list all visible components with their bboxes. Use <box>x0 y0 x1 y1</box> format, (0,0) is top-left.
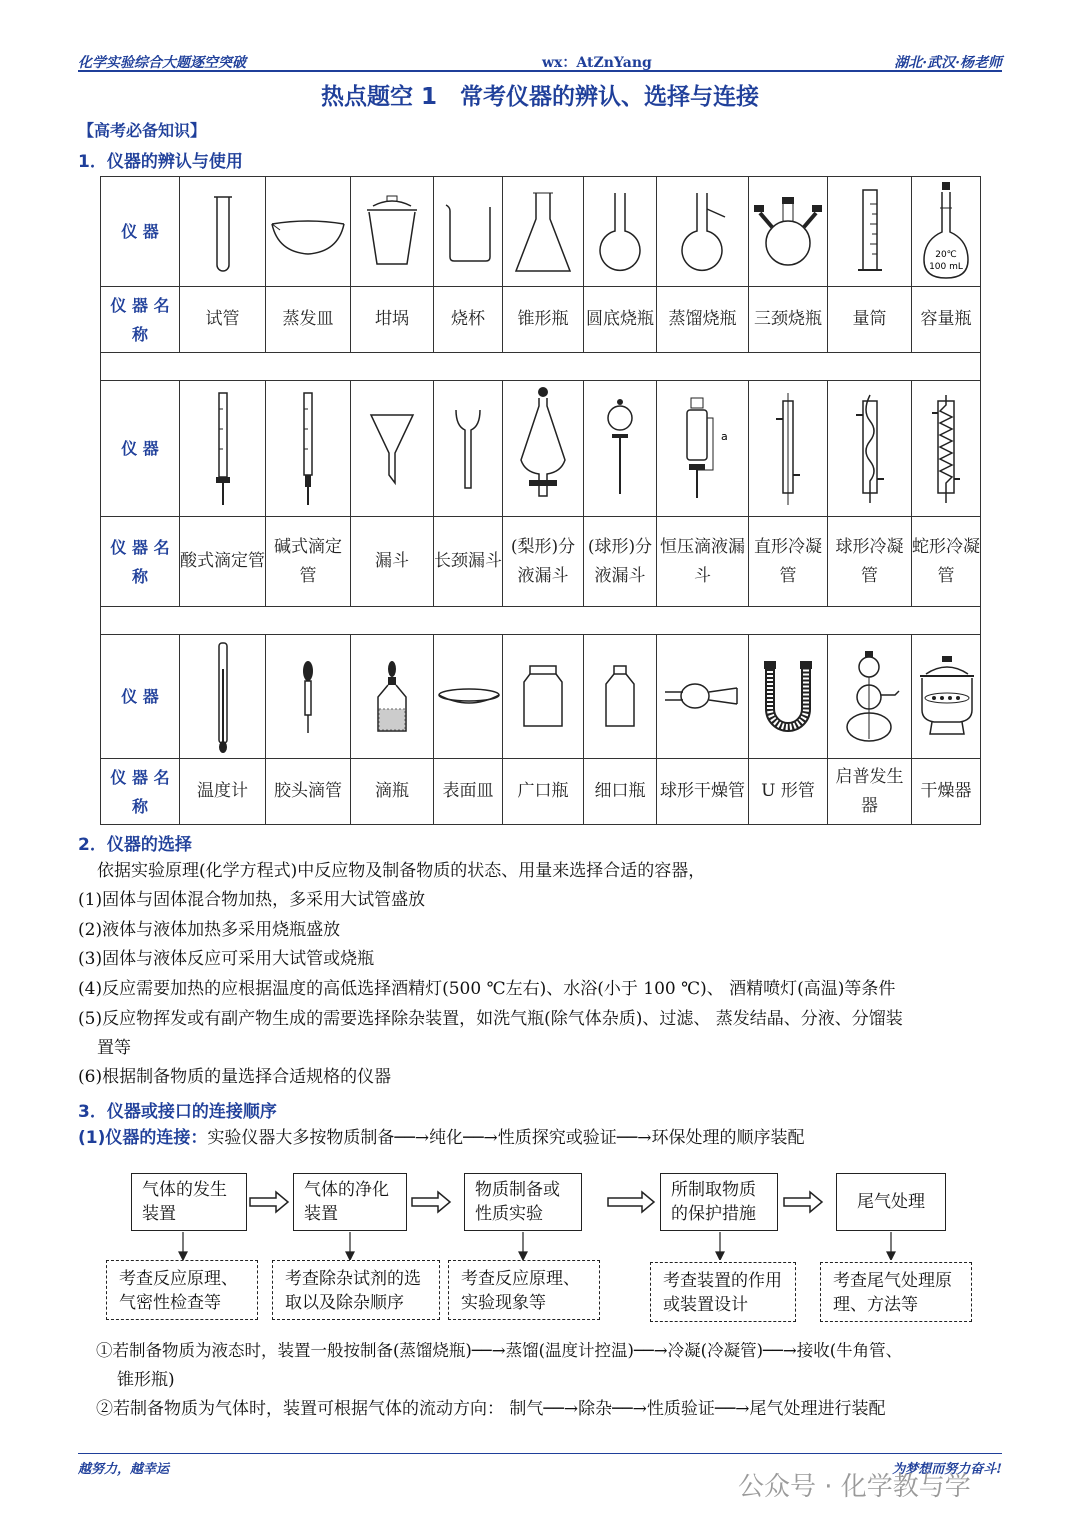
straight-condenser-icon <box>768 391 808 507</box>
name-cell: 坩埚 <box>351 287 434 353</box>
funnel-icon <box>367 409 417 489</box>
ball-separatory-funnel-icon <box>600 394 640 504</box>
label-name: 仪 器 名 称 <box>101 759 180 825</box>
s2-item: (2)液体与液体加热多采用烧瓶盛放 <box>78 920 341 940</box>
flow-box-protection: 所制取物质的保护措施 <box>660 1173 778 1231</box>
page-title: 热点题空 1 常考仪器的辨认、选择与连接 <box>320 84 759 110</box>
name-cell: 直形冷凝管 <box>749 517 828 607</box>
graduated-cylinder-icon <box>850 184 890 280</box>
s2-item-cont: 置等 <box>97 1038 131 1058</box>
long-neck-funnel-icon <box>448 404 488 494</box>
name-cell: 表面皿 <box>434 759 503 825</box>
beaker-icon <box>438 197 498 267</box>
flow-box-tail-gas: 尾气处理 <box>836 1173 946 1231</box>
flow-box-preparation: 物质制备或性质实验 <box>464 1173 582 1231</box>
name-cell: 温度计 <box>180 759 266 825</box>
s2-item: (6)根据制备物质的量选择合适规格的仪器 <box>78 1067 392 1087</box>
name-cell: 细口瓶 <box>584 759 657 825</box>
three-neck-flask-icon <box>750 187 826 277</box>
wide-mouth-bottle-icon <box>518 662 568 732</box>
watermark: 公众号 · 化学教与学 <box>738 1472 971 1502</box>
drying-tube-icon <box>663 672 743 722</box>
watch-glass-icon <box>434 677 504 717</box>
coil-condenser-icon <box>926 391 966 507</box>
s3-note-1: ①若制备物质为液态时，装置一般按制备(蒸馏烧瓶)──→蒸馏(温度计控温)──→冷凝(冷凝管)──→接收(牛角管、 <box>96 1341 903 1360</box>
name-cell: 滴瓶 <box>351 759 434 825</box>
s3-conn-text: 实验仪器大多按物质制备──→纯化──→性质探究或验证──→环保处理的顺序装配 <box>207 1128 805 1148</box>
dropper-icon <box>296 657 320 737</box>
kipp-apparatus-icon <box>835 647 905 747</box>
name-cell: 漏斗 <box>351 517 434 607</box>
name-cell: (球形)分液漏斗 <box>584 517 657 607</box>
section-3-title: 3．仪器或接口的连接顺序 <box>78 1102 277 1122</box>
name-cell: 胶头滴管 <box>266 759 351 825</box>
flow-note-preparation: 考查反应原理、实验现象等 <box>448 1260 600 1320</box>
name-cell: 容量瓶 <box>912 287 981 353</box>
name-cell: 试管 <box>180 287 266 353</box>
pear-separatory-funnel-icon <box>513 384 573 514</box>
name-cell: 广口瓶 <box>503 759 584 825</box>
label-instrument: 仪 器 <box>101 177 180 287</box>
name-cell: 蒸发皿 <box>266 287 351 353</box>
flow-note-generation: 考查反应原理、气密性检查等 <box>106 1260 258 1320</box>
port-a-label: a <box>720 429 728 443</box>
name-cell: 三颈烧瓶 <box>749 287 828 353</box>
s2-item: (5)反应物挥发或有副产物生成的需要选择除杂装置，如洗气瓶(除气体杂质)、过滤、 蒸发结晶、分液、分馏装 <box>78 1009 903 1029</box>
name-cell: 量筒 <box>828 287 912 353</box>
base-burette-icon <box>293 389 323 509</box>
conical-flask-icon <box>510 187 576 277</box>
section-2-title: 2．仪器的选择 <box>78 835 192 855</box>
flow-note-protection: 考查装置的作用或装置设计 <box>650 1262 796 1322</box>
name-cell: (梨形)分液漏斗 <box>503 517 584 607</box>
flow-box-generation: 气体的发生装置 <box>131 1173 247 1231</box>
double-arrow-icon <box>412 1192 450 1212</box>
thermometer-icon <box>211 639 235 755</box>
header-center: wx：AtZnYang <box>542 55 652 71</box>
footer-right: 为梦想而努力奋斗! <box>892 1462 1002 1477</box>
vol-label-cap: 100 mL <box>929 261 963 272</box>
name-cell: 长颈漏斗 <box>434 517 503 607</box>
flow-note-tail-gas: 考查尾气处理原理、方法等 <box>820 1262 972 1322</box>
bulb-condenser-icon <box>850 391 890 507</box>
test-tube-icon <box>203 187 243 277</box>
flow-note-purification: 考查除杂试剂的选取以及除杂顺序 <box>272 1260 440 1320</box>
name-cell: 蛇形冷凝管 <box>912 517 981 607</box>
flow-box-purification: 气体的净化装置 <box>293 1173 407 1231</box>
name-cell: 启普发生器 <box>828 759 912 825</box>
double-arrow-icon <box>250 1192 288 1212</box>
header-left: 化学实验综合大题逐空突破 <box>78 55 246 71</box>
vol-label-temp: 20℃ <box>935 249 957 260</box>
section-1-title: 1．仪器的辨认与使用 <box>78 152 243 172</box>
pressure-dropping-funnel-icon <box>673 394 733 504</box>
round-bottom-flask-icon <box>590 187 650 277</box>
dropping-bottle-icon <box>372 657 412 737</box>
s3-note-1-cont: 锥形瓶) <box>117 1370 175 1390</box>
s3-note-2: ②若制备物质为气体时，装置可根据气体的流动方向： 制气──→除杂──→性质验证──→尾气处理进行装配 <box>96 1399 886 1419</box>
desiccator-icon <box>912 652 982 742</box>
section-tag: 【高考必备知识】 <box>78 121 207 140</box>
s3-conn-label: (1)仪器的连接： <box>78 1128 208 1148</box>
instrument-table <box>100 176 981 825</box>
narrow-mouth-bottle-icon <box>600 662 640 732</box>
label-instrument: 仪 器 <box>101 635 180 759</box>
name-cell: U 形管 <box>749 759 828 825</box>
label-name: 仪 器 名 称 <box>101 287 180 353</box>
distilling-flask-icon <box>673 187 733 277</box>
evaporating-dish-icon <box>268 202 348 262</box>
s3-connection-line <box>78 1127 805 1149</box>
double-arrow-icon <box>784 1192 822 1212</box>
flow-arrows <box>100 1170 980 1260</box>
name-cell: 烧杯 <box>434 287 503 353</box>
volumetric-flask-icon <box>916 180 976 284</box>
label-name: 仪 器 名 称 <box>101 517 180 607</box>
name-cell: 酸式滴定管 <box>180 517 266 607</box>
name-cell: 蒸馏烧瓶 <box>657 287 749 353</box>
u-tube-icon <box>758 657 818 737</box>
name-cell: 锥形瓶 <box>503 287 584 353</box>
s2-item: (4)反应需要加热的应根据温度的高低选择酒精灯(500 ℃左右)、水浴(小于 100 ℃)、 酒精喷灯(高温)等条件 <box>78 979 896 999</box>
s2-item: (1)固体与固体混合物加热，多采用大试管盛放 <box>78 890 426 910</box>
name-cell: 恒压滴液漏斗 <box>657 517 749 607</box>
name-cell: 圆底烧瓶 <box>584 287 657 353</box>
name-cell: 球形干燥管 <box>657 759 749 825</box>
acid-burette-icon <box>208 389 238 509</box>
crucible-icon <box>357 192 427 272</box>
s2-item: (3)固体与液体反应可采用大试管或烧瓶 <box>78 949 375 969</box>
s2-intro: 依据实验原理(化学方程式)中反应物及制备物质的状态、用量来选择合适的容器， <box>97 861 706 881</box>
header-right: 湖北·武汉·杨老师 <box>894 55 1002 71</box>
page-header <box>78 50 1002 72</box>
footer-left: 越努力，越幸运 <box>78 1462 170 1477</box>
name-cell: 球形冷凝管 <box>828 517 912 607</box>
name-cell: 碱式滴定管 <box>266 517 351 607</box>
label-instrument: 仪 器 <box>101 381 180 517</box>
double-arrow-icon <box>608 1192 654 1212</box>
name-cell: 干燥器 <box>912 759 981 825</box>
